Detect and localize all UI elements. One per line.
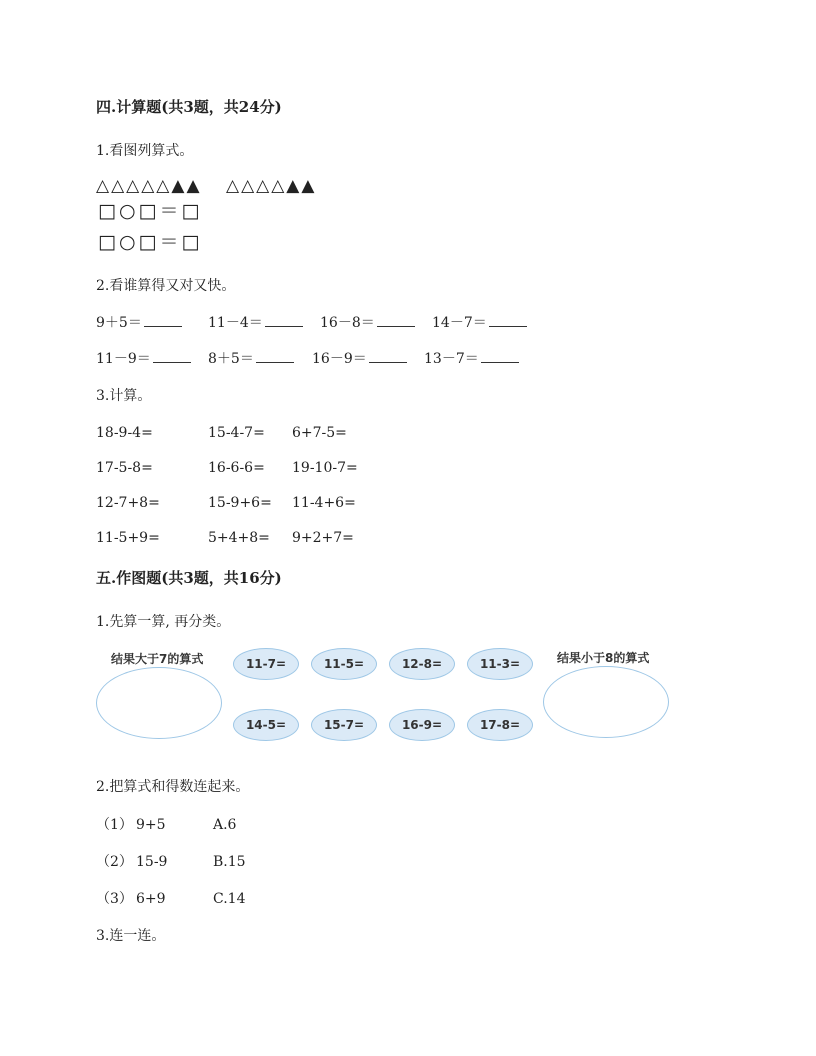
calc-problem: 9+2+7= — [292, 530, 354, 546]
match-expression: 15-9 — [136, 854, 168, 870]
q5-1-label: 1.先算一算, 再分类。 — [96, 614, 231, 630]
match-answer: A.6 — [213, 817, 237, 833]
expression-card: 11-7= — [233, 648, 299, 680]
q4-3-label: 3.计算。 — [96, 388, 152, 404]
expression-card: 12-8= — [389, 648, 455, 680]
match-number: （3） — [96, 891, 133, 907]
calc-problem: 19-10-7= — [292, 460, 358, 476]
q5-3-label: 3.连一连。 — [96, 928, 166, 944]
q4-1-label: 1.看图列算式。 — [96, 143, 194, 159]
shapes-left: △△△△△▲▲ — [96, 176, 202, 196]
calc-problem: 17-5-8= — [96, 460, 153, 476]
calc-problem: 15-9+6= — [208, 495, 272, 511]
oral-problem: 11－9＝ — [96, 350, 191, 368]
right-oval-label: 结果小于8的算式 — [557, 651, 650, 665]
oral-problem: 16－8＝ — [320, 314, 415, 332]
calc-problem: 18-9-4= — [96, 425, 153, 441]
oral-problem: 9＋5＝ — [96, 314, 182, 332]
expression-card: 17-8= — [467, 709, 533, 741]
calc-problem: 5+4+8= — [208, 530, 270, 546]
match-expression: 6+9 — [136, 891, 166, 907]
oral-problem: 14－7＝ — [432, 314, 527, 332]
calc-problem: 12-7+8= — [96, 495, 160, 511]
shapes-right: △△△△▲▲ — [226, 176, 317, 196]
oral-problem: 11－4＝ — [208, 314, 303, 332]
equation-row-1: □○□＝□ — [98, 200, 203, 222]
q5-2-label: 2.把算式和得数连起来。 — [96, 779, 250, 795]
oral-problem: 13－7＝ — [424, 350, 519, 368]
match-number: （2） — [96, 854, 133, 870]
equation-row-2: □○□＝□ — [98, 231, 203, 253]
match-number: （1） — [96, 817, 133, 833]
match-answer: B.15 — [213, 854, 246, 870]
match-answer: C.14 — [213, 891, 246, 907]
calc-problem: 6+7-5= — [292, 425, 347, 441]
right-oval — [543, 666, 669, 738]
calc-problem: 11-4+6= — [292, 495, 356, 511]
match-expression: 9+5 — [136, 817, 166, 833]
section-4-title: 四.计算题(共3题，共24分) — [96, 98, 282, 116]
expression-card: 14-5= — [233, 709, 299, 741]
calc-problem: 15-4-7= — [208, 425, 265, 441]
oral-problem: 16－9＝ — [312, 350, 407, 368]
expression-card: 11-3= — [467, 648, 533, 680]
expression-card: 15-7= — [311, 709, 377, 741]
section-5-title: 五.作图题(共3题，共16分) — [96, 569, 282, 587]
expression-card: 11-5= — [311, 648, 377, 680]
left-oval — [96, 667, 222, 739]
expression-card: 16-9= — [389, 709, 455, 741]
calc-problem: 11-5+9= — [96, 530, 160, 546]
oral-problem: 8＋5＝ — [208, 350, 294, 368]
q4-2-label: 2.看谁算得又对又快。 — [96, 278, 236, 294]
calc-problem: 16-6-6= — [208, 460, 265, 476]
left-oval-label: 结果大于7的算式 — [111, 652, 204, 666]
